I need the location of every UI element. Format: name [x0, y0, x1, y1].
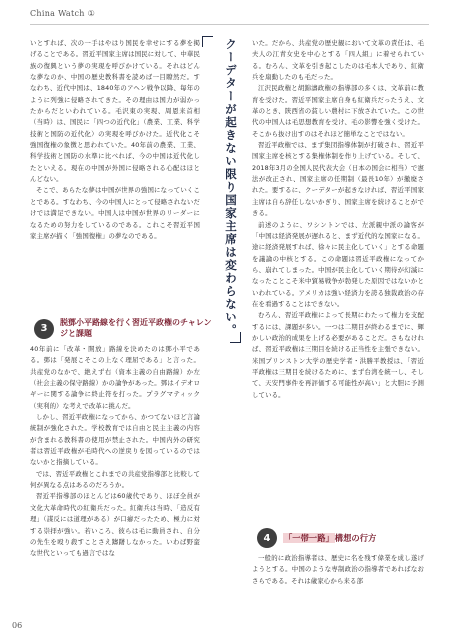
left-column-lower: [30, 344, 200, 560]
body-paragraph: いとすれば、次の一手はやはり国民を幸せにする夢を掲げることである。習近平国家主席は国民に対して、中華民族の復興という夢の実現を呼びかけている。それはどんな夢なのか、中国の歴史教科書を読めば一目瞭然だ。すなわち、近代中国は、1840年のアヘン戦争以降、毎年のように列強に侵略されてきた。その理由は国力が弱かったからだといわれている。毛沢東の実現、周恩来首相（当時）は、国民に「四つの近代化」（農業、工業、科学技術と国防の近代化）の実現を呼びかけた。近代化こそ強国復権の象徴と思われていた。40年前の農業、工業、科学技術と国防の水準に比べれば、今の中国は近代化したといえる。現在の中国が外国に侵略される心配はほとんどない。: [30, 39, 200, 184]
header-divider: [30, 24, 429, 25]
page-header: [0, 0, 455, 28]
section-heading-3: [34, 318, 214, 339]
body-paragraph: 40年前に「改革・開放」路線を決めたのは鄧小平である。鄧は「発展こそこの上なく理屈である」と言った。共産党のなかで、絶えず右（資本主義の自由路線）か左（社会主義の保守路線）かの論争があった。鄧はイデオロギーに関する論争に終止符を打った。プラグマティック（実利的）な考えで改革に挑んだ。: [30, 345, 200, 410]
section-title: 脱鄧小平路線を行く習近平政権のチャレンジと課題: [60, 318, 212, 338]
pull-quote: クーデターが起きない限り国家主席は変わらない。: [224, 38, 238, 337]
body-paragraph: 一般的に政治指導者は、歴史に名を残す偉業を成し遂げようとする。中国のような専制政治の指導者であればなおさらである。それは歳家心から来る部: [252, 554, 424, 585]
body-paragraph: そこで、あらたな夢は中国が世界の強国になっていくことである。すなわち、今の中国人にとって侵略されないだけでは満足できない。中国人は中国が世界のリーダーになるための努力をしているのである。これこそ習近平国家主席が描く「強国復権」の夢なのである。: [30, 186, 200, 240]
section-title-rest: 構想の行方: [334, 532, 377, 543]
body-paragraph: いた。だから、共産党の歴史観において文革の責任は、毛夫人の江青女史を中心とする「四人組」に着せられている。むろん、文革を引き起こしたのは毛本人であり、紅衛兵を扇動したのも毛だった。: [252, 39, 424, 82]
section-number-badge: 3: [34, 319, 54, 339]
left-column: [30, 38, 200, 242]
page-number: 06: [12, 621, 23, 630]
section-title: [283, 533, 376, 544]
body-paragraph: では、習近平政権とこれまでの共産党指導部と比較して何が異なる点はあるのだろうか。: [30, 469, 200, 490]
publication-title: China Watch ①: [30, 9, 96, 18]
section-heading-4: [257, 528, 427, 548]
body-paragraph: むろん、習近平政権によって長期にわたって権力を支配するには、課題が多い。一つは二期目が終わるまでに、輝かしい政治的成果を上げる必要があることだ。さもなければ、習近平政権は三期目を続ける正当性を主張できない。米国プリンストン大学の歴史学者・洪勝平教授は、「習近平政権は三期目を続けるために、まず台湾を統一し、そして、天安門事件を再評価する可能性が高い」と大胆に予測している。: [252, 311, 424, 399]
body-paragraph: しかし、習近平政権になってから、かつてないほど言論統制が強化された。学校教育では自由と民主主義の内容が含まれる教科書の使用が禁止された。中国内外の研究者は習近平政権が毛時代への逆戻りを図っているのではないかと指摘している。: [30, 413, 200, 467]
body-paragraph: 習近平政権では、まず集団指導体制が打破され、習近平国家主席を核とする集権体制を作り上げている。そして、2018年3月の全国人民代表大会（日本の国会に相当）で憲法が改正され、国家主席の任期制（最長10年）が撤廃された。要するに、クーデターが起きなければ、習近平国家主席は自ら辞任しないかぎり、国家主席を続けることができる。: [252, 141, 424, 218]
quote-bracket-close: [230, 332, 241, 343]
body-paragraph: 江沢民政権と胡錦濤政権の指導部の多くは、文革前に教育を受けた。習近平国家主席自身も紅衛兵だったうえ、文革のとき、陝西省の貧しい農村に下放されていた。この世代の中国人は毛思想教育を受け、毛の影響を強く受けた。そこから抜け出すのはそれほど簡単なことではない。: [252, 84, 424, 138]
section-number-badge: 4: [257, 528, 277, 548]
body-paragraph: 前述のように、ワシントンでは、左派親中派の論客が「中国は経済発展が遅れると、まず近代的な国家になる。途に経済発展すれば、徐々に民主化していく」とする命題を議論の中核とする。この命題は習近平政権になってから、崩れてしまった。中国が民主化していく期待が幻滅になったことこそ米中貿易戦争が勃発した原因ではないかといわれている。アメリカは強い経済力を誇る独裁政治の存在を看過することはできない。: [252, 220, 424, 308]
body-paragraph: 習近平指導部のほとんどは60歳代であり、ほぼ全員が文化大革命時代の紅衛兵だった。紅衛兵は当時、「造反有理」（謀反には道理がある）が口癖だったため、極力に対する崇拝が強い。若いころ、彼らは毛に動員され、自分の先生を殴り殺すことさえ躊躇しなかった。いわば野蛮な世代といっても過言ではな: [30, 492, 200, 558]
right-column-lower: [252, 553, 424, 587]
section-title-highlight: 「一帯一路」: [284, 532, 334, 543]
right-column: [252, 38, 424, 401]
